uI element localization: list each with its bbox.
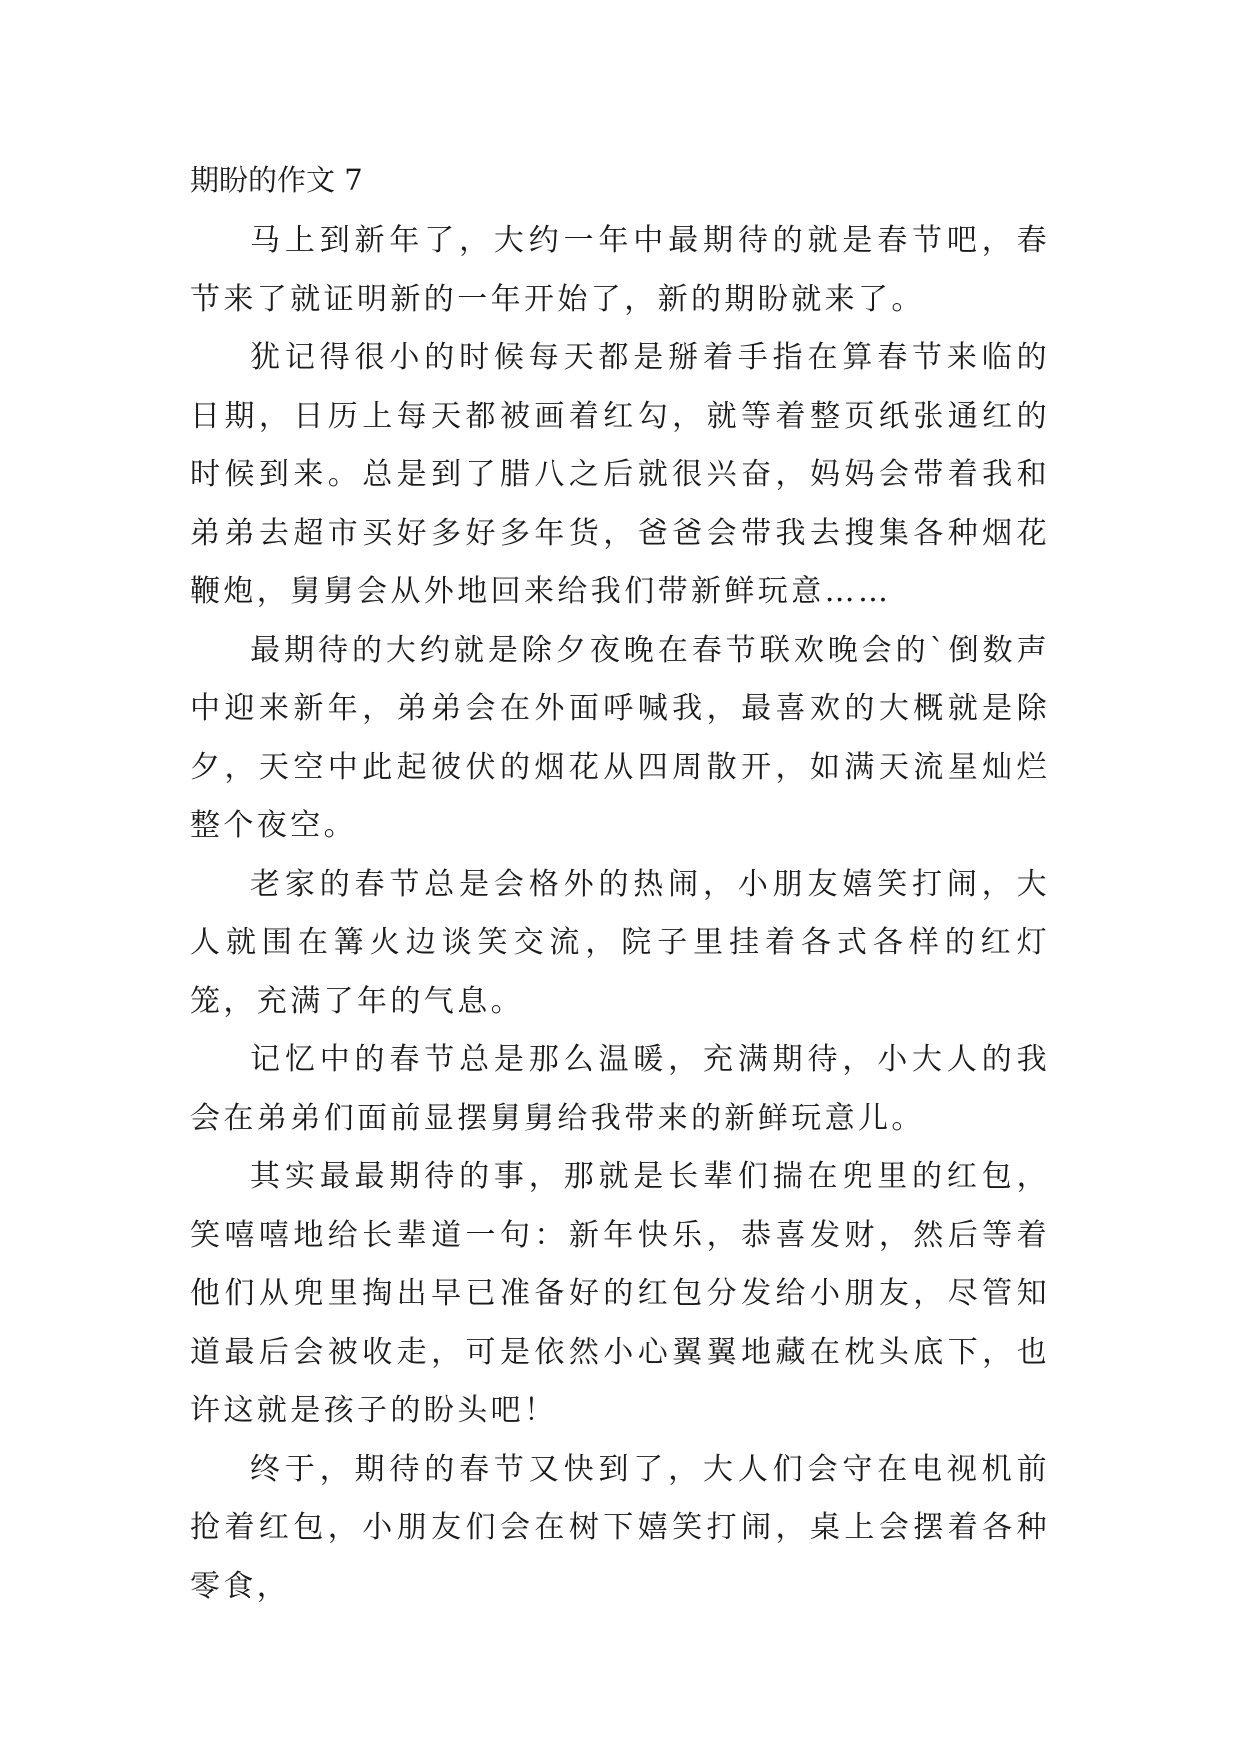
paragraph: 犹记得很小的时候每天都是掰着手指在算春节来临的日期，日历上每天都被画着红勾，就等着整页纸张通红的时候到来。总是到了腊八之后就很兴奋，妈妈会带着我和弟弟去超市买好多好多年货，爸爸会带我去搜集各种烟花鞭炮，舅舅会从外地回来给我们带新鲜玩意…… — [190, 340, 1050, 609]
paragraph: 马上到新年了，大约一年中最期待的就是春节吧，春节来了就证明新的一年开始了，新的期盼就来了。 — [190, 223, 1050, 317]
document-title: 期盼的作文 7 — [190, 163, 363, 197]
paragraph: 记忆中的春节总是那么温暖，充满期待，小大人的我会在弟弟们面前显摆舅舅给我带来的新鲜玩意儿。 — [190, 1042, 1050, 1136]
paragraph: 其实最最期待的事，那就是长辈们揣在兜里的红包，笑嘻嘻地给长辈道一句：新年快乐，恭喜发财，然后等着他们从兜里掏出早已准备好的红包分发给小朋友，尽管知道最后会被收走，可是依然小心翼翼地藏在枕头底下，也许这就是孩子的盼头吧！ — [190, 1159, 1050, 1428]
paragraph: 终于，期待的春节又快到了，大人们会守在电视机前抢着红包，小朋友们会在树下嬉笑打闹，桌上会摆着各种零食， — [190, 1451, 1050, 1604]
paragraph: 老家的春节总是会格外的热闹，小朋友嬉笑打闹，大人就围在篝火边谈笑交流，院子里挂着各式各样的红灯笼，充满了年的气息。 — [190, 866, 1050, 1019]
document-body — [190, 148, 1050, 1616]
paragraph: 最期待的大约就是除夕夜晚在春节联欢晚会的`倒数声中迎来新年，弟弟会在外面呼喊我，最喜欢的大概就是除夕，天空中此起彼伏的烟花从四周散开，如满天流星灿烂整个夜空。 — [190, 632, 1050, 843]
